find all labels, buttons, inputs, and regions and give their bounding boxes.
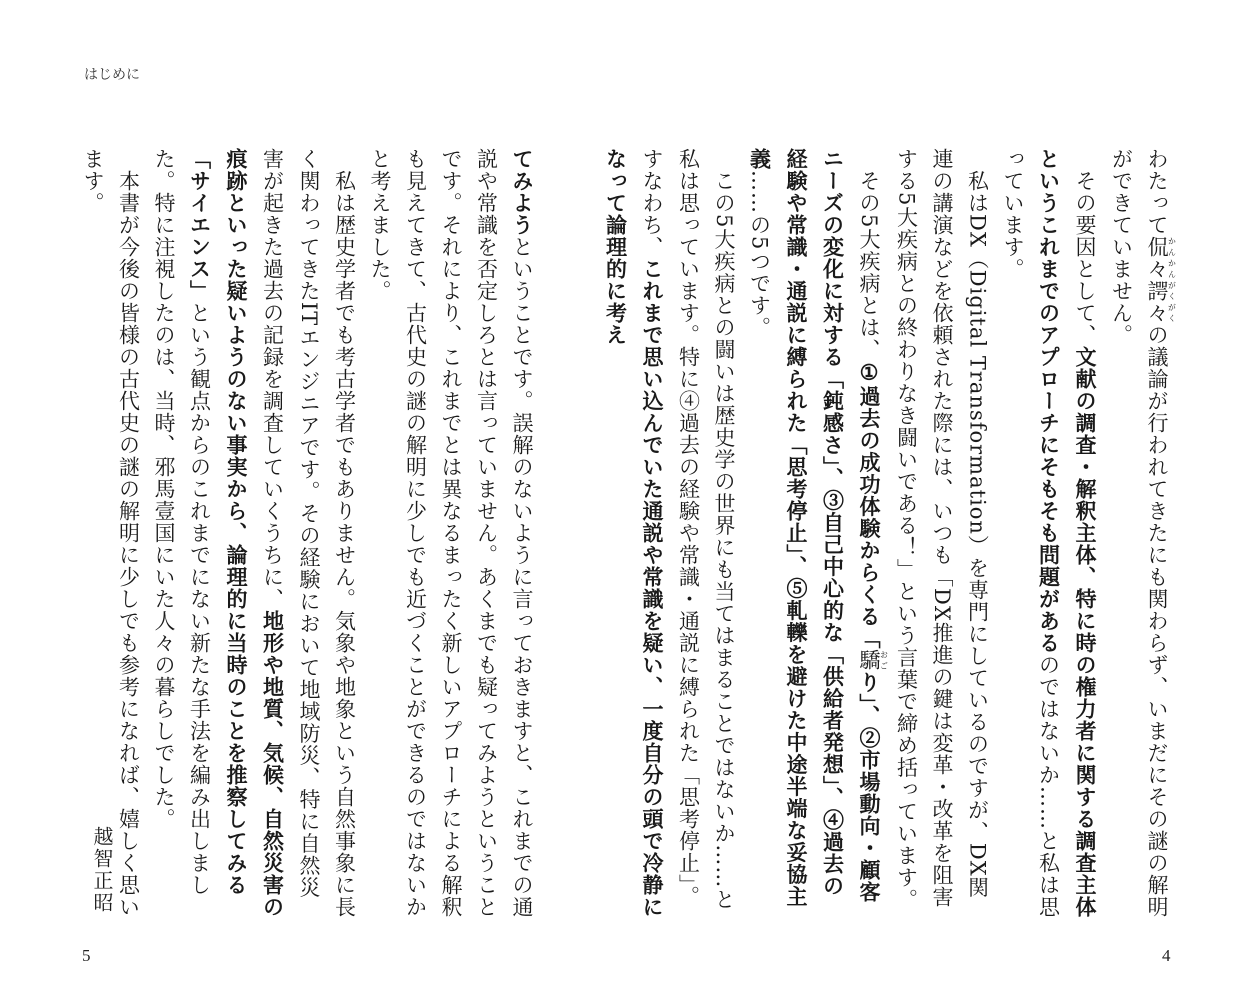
- paragraph: [362, 148, 541, 918]
- body-text: この5大疾病との闘いは歴史学の世界にも当てはまることではないか……と私は思っています。特に④過去の経験や常識・通説に縛られた「思考停止」。すなわち、: [640, 148, 736, 911]
- body-text: その5大疾病とは、: [857, 148, 881, 361]
- body-text: の議論が行われてきたにも関わらず、いまだにその謎の解明ができていません。: [1109, 148, 1169, 918]
- body-text: わたって: [1145, 148, 1169, 236]
- body-text: という観点からのこれまでにない新たな手法を編み出しました。特に注視したのは、当時、邪馬壹国にいた人々の暮らしでした。: [152, 148, 212, 896]
- body-text: 私はDX（Digital Transformation）を専門にしているのですが、DX関連の講演などを依頼された際には、いつも「DX推進の鍵は変革・改革を阻害する5大疾病との終わりなき闘いである！」という言葉で締め括っています。: [894, 148, 990, 911]
- ruby-annotation: 侃々諤々かんかんがくがく: [1145, 236, 1177, 324]
- emphasis-text: 地形や地質、気候、自然災害の痕跡といった疑いようのない事実から、論理的に当時のことを推察してみる「サイエンス」: [187, 148, 286, 918]
- right-page-body: [603, 148, 1177, 918]
- paragraph: [1103, 148, 1176, 918]
- paragraph: [995, 148, 1104, 918]
- emphasis-text: り」、②市場動向・顧客ニーズの変化に対する「鈍感さ」、③自己中心的な「供給者発想」、④過去の経験や常識・通説に縛られた「思考停止」、⑤軋轢を避けた中途半端な妥協主義: [747, 148, 882, 908]
- body-text: のではないか……と私は思っています。: [1001, 148, 1061, 918]
- paragraph: [146, 148, 362, 918]
- body-text: 本書が今後の皆様の古代史の謎の解明に少しでも参考になれば、嬉しく思います。: [81, 148, 141, 918]
- body-text: その要因として、: [1073, 148, 1097, 346]
- paragraph: [597, 148, 741, 918]
- paragraph: [888, 148, 995, 918]
- emphasis-text: ①過去の成功体験からくる「: [857, 360, 882, 650]
- body-text: ということです。誤解のないように言っておきますと、これまでの通説や常識を否定しろとは言っていません。あくまでも疑ってみようということです。それにより、これまでとは異なるまったく新しいアプローチによる解釈も見えてきて、古代史の謎の解明に少しでも近づくことができるのではないかと考えました。: [368, 148, 534, 918]
- page-number-left: 5: [82, 946, 91, 965]
- paragraph: [741, 148, 888, 918]
- ruby-annotation: 驕おご: [857, 649, 889, 672]
- body-text: 私は歴史学者でも考古学者でもありません。気象や地象という自然事象に長く関わってきたITエンジニアです。その経験において地域防災、特に自然災害が起きた過去の記録を調査していくうちに、: [260, 148, 357, 918]
- page-number-right: 4: [1162, 946, 1171, 965]
- author-signature: 越智正昭: [90, 826, 114, 914]
- body-text: ……の5つです。: [747, 170, 772, 339]
- paragraph: [75, 148, 146, 918]
- emphasis-text: てみよう: [510, 148, 535, 236]
- running-head: はじめに: [84, 67, 140, 83]
- emphasis-text: 文献の調査・解釈主体、特に時の権力者に関する調査主体というこれまでのアプローチにそもそも問題がある: [1036, 148, 1098, 918]
- emphasis-text: これまで思い込んでいた通説や常識を疑い、一度自分の頭で冷静になって論理的に考え: [603, 148, 665, 918]
